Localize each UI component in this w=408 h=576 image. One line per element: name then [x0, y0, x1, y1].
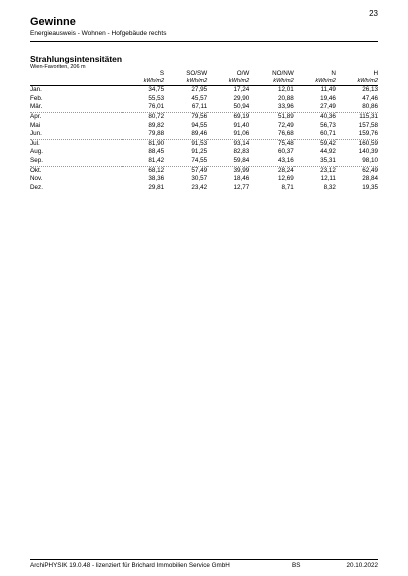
value-cell: 93,14: [207, 139, 249, 148]
value-cell: 59,42: [294, 139, 336, 148]
unit-row: [30, 78, 378, 86]
table-row: [30, 130, 378, 139]
value-cell: 11,49: [320, 86, 336, 94]
month-label: Dez.: [30, 183, 43, 191]
value-cell: 98,10: [362, 156, 378, 164]
value-cell: 80,72: [122, 112, 164, 121]
value-cell: 57,49: [164, 166, 207, 175]
table-row: [30, 184, 378, 193]
value-cell: 88,45: [148, 148, 165, 156]
value-cell: 12,11: [320, 175, 336, 183]
value-cell: 44,92: [320, 148, 336, 156]
value-cell: 76,68: [278, 130, 294, 138]
month-label: Nov.: [30, 175, 43, 183]
month-label: Feb.: [30, 94, 43, 102]
location-label: Wien-Favoriten, 206 m: [30, 64, 86, 70]
value-cell: 28,84: [362, 175, 378, 183]
value-cell: 79,88: [148, 130, 165, 138]
value-cell: 38,36: [148, 175, 165, 183]
value-cell: 81,90: [122, 139, 164, 148]
value-cell: 91,53: [164, 139, 207, 148]
value-cell: 91,06: [233, 130, 250, 138]
value-cell: 27,49: [320, 103, 336, 111]
page-title: Gewinne: [30, 16, 76, 28]
value-cell: 68,12: [122, 166, 164, 175]
header-divider: [30, 41, 378, 42]
value-cell: 50,94: [233, 103, 250, 111]
value-cell: 157,58: [358, 121, 378, 129]
footer-date: 20.10.2022: [346, 562, 378, 569]
month-label: Aug.: [30, 148, 43, 156]
value-cell: 35,31: [320, 156, 336, 164]
footer-license: ArchiPHYSIK 19.0.48 - lizenziert für Brichard Immobilien Service GmbH: [30, 562, 230, 569]
column-header: N: [331, 70, 336, 77]
value-cell: 75,48: [249, 139, 294, 148]
value-cell: 89,82: [148, 121, 165, 129]
month-label: Mai: [30, 121, 41, 129]
table-row: [30, 122, 378, 131]
table-row: [30, 166, 378, 175]
value-cell: 159,76: [358, 130, 378, 138]
value-cell: 60,71: [320, 130, 336, 138]
value-cell: 69,19: [207, 112, 249, 121]
table-body: [30, 86, 378, 193]
column-header-row: [30, 70, 378, 78]
value-cell: 82,83: [233, 148, 250, 156]
section-title: Strahlungsintensitäten: [30, 54, 123, 64]
column-header: NO/NW: [272, 70, 294, 77]
footer-initials: BS: [292, 562, 301, 569]
value-cell: 81,42: [148, 156, 165, 164]
value-cell: 67,11: [191, 103, 208, 111]
value-cell: 20,88: [278, 94, 294, 102]
value-cell: 18,46: [233, 175, 250, 183]
value-cell: 23,42: [191, 183, 208, 191]
value-cell: 160,59: [336, 139, 378, 148]
unit-label: kWh/m2: [249, 78, 294, 86]
page-subtitle: Energieausweis - Wohnen - Hofgebäude rechts: [30, 30, 167, 37]
table-row: [30, 112, 378, 121]
value-cell: 56,73: [320, 121, 336, 129]
unit-label: kWh/m2: [336, 78, 378, 86]
value-cell: 55,53: [148, 94, 165, 102]
month-label: Mär.: [30, 103, 43, 111]
value-cell: 115,31: [336, 112, 378, 121]
radiation-table: [30, 70, 378, 192]
value-cell: 34,75: [148, 86, 165, 94]
value-cell: 27,95: [191, 86, 208, 94]
value-cell: 89,46: [191, 130, 208, 138]
month-label: Okt.: [30, 166, 122, 175]
column-header: H: [373, 70, 378, 77]
unit-label: kWh/m2: [122, 78, 164, 86]
value-cell: 79,56: [164, 112, 207, 121]
value-cell: 8,32: [323, 183, 336, 191]
table-row: [30, 139, 378, 148]
value-cell: 12,69: [278, 175, 294, 183]
value-cell: 59,84: [233, 156, 250, 164]
month-label: Jun.: [30, 130, 42, 138]
value-cell: 33,96: [278, 103, 294, 111]
value-cell: 39,99: [207, 166, 249, 175]
column-header: SO/SW: [186, 70, 208, 77]
value-cell: 51,89: [249, 112, 294, 121]
unit-label: kWh/m2: [294, 78, 336, 86]
value-cell: 30,57: [191, 175, 208, 183]
month-label: Apr.: [30, 112, 122, 121]
value-cell: 80,86: [362, 103, 378, 111]
value-cell: 12,01: [278, 86, 294, 94]
value-cell: 91,25: [191, 148, 208, 156]
table-row: [30, 148, 378, 157]
value-cell: 26,13: [362, 86, 378, 94]
table-row: [30, 157, 378, 166]
value-cell: 45,57: [191, 94, 208, 102]
value-cell: 91,40: [233, 121, 250, 129]
table-row: [30, 86, 378, 95]
value-cell: 62,49: [336, 166, 378, 175]
value-cell: 40,36: [294, 112, 336, 121]
value-cell: 74,55: [191, 156, 208, 164]
value-cell: 43,16: [278, 156, 294, 164]
table-row: [30, 103, 378, 112]
footer-divider: [30, 559, 378, 560]
value-cell: 29,81: [148, 183, 165, 191]
month-label: Jan.: [30, 86, 42, 94]
table-row: [30, 175, 378, 184]
table-row: [30, 95, 378, 104]
unit-label: kWh/m2: [164, 78, 207, 86]
value-cell: 19,35: [362, 183, 378, 191]
month-label: Jul.: [30, 139, 122, 148]
column-header: S: [159, 70, 165, 77]
value-cell: 72,49: [278, 121, 294, 129]
value-cell: 140,39: [358, 148, 378, 156]
corner-cell: [30, 78, 122, 86]
value-cell: 12,77: [233, 183, 250, 191]
value-cell: 76,01: [148, 103, 165, 111]
value-cell: 60,37: [278, 148, 294, 156]
value-cell: 47,46: [362, 94, 378, 102]
value-cell: 8,71: [281, 183, 294, 191]
month-label: Sep.: [30, 156, 43, 164]
page-number: 23: [369, 9, 378, 18]
value-cell: 94,55: [191, 121, 208, 129]
value-cell: 17,24: [233, 86, 250, 94]
unit-label: kWh/m2: [207, 78, 249, 86]
value-cell: 28,24: [249, 166, 294, 175]
value-cell: 29,90: [233, 94, 250, 102]
corner-cell: [30, 70, 122, 78]
column-header: O/W: [236, 70, 250, 77]
value-cell: 19,46: [320, 94, 336, 102]
value-cell: 23,12: [294, 166, 336, 175]
